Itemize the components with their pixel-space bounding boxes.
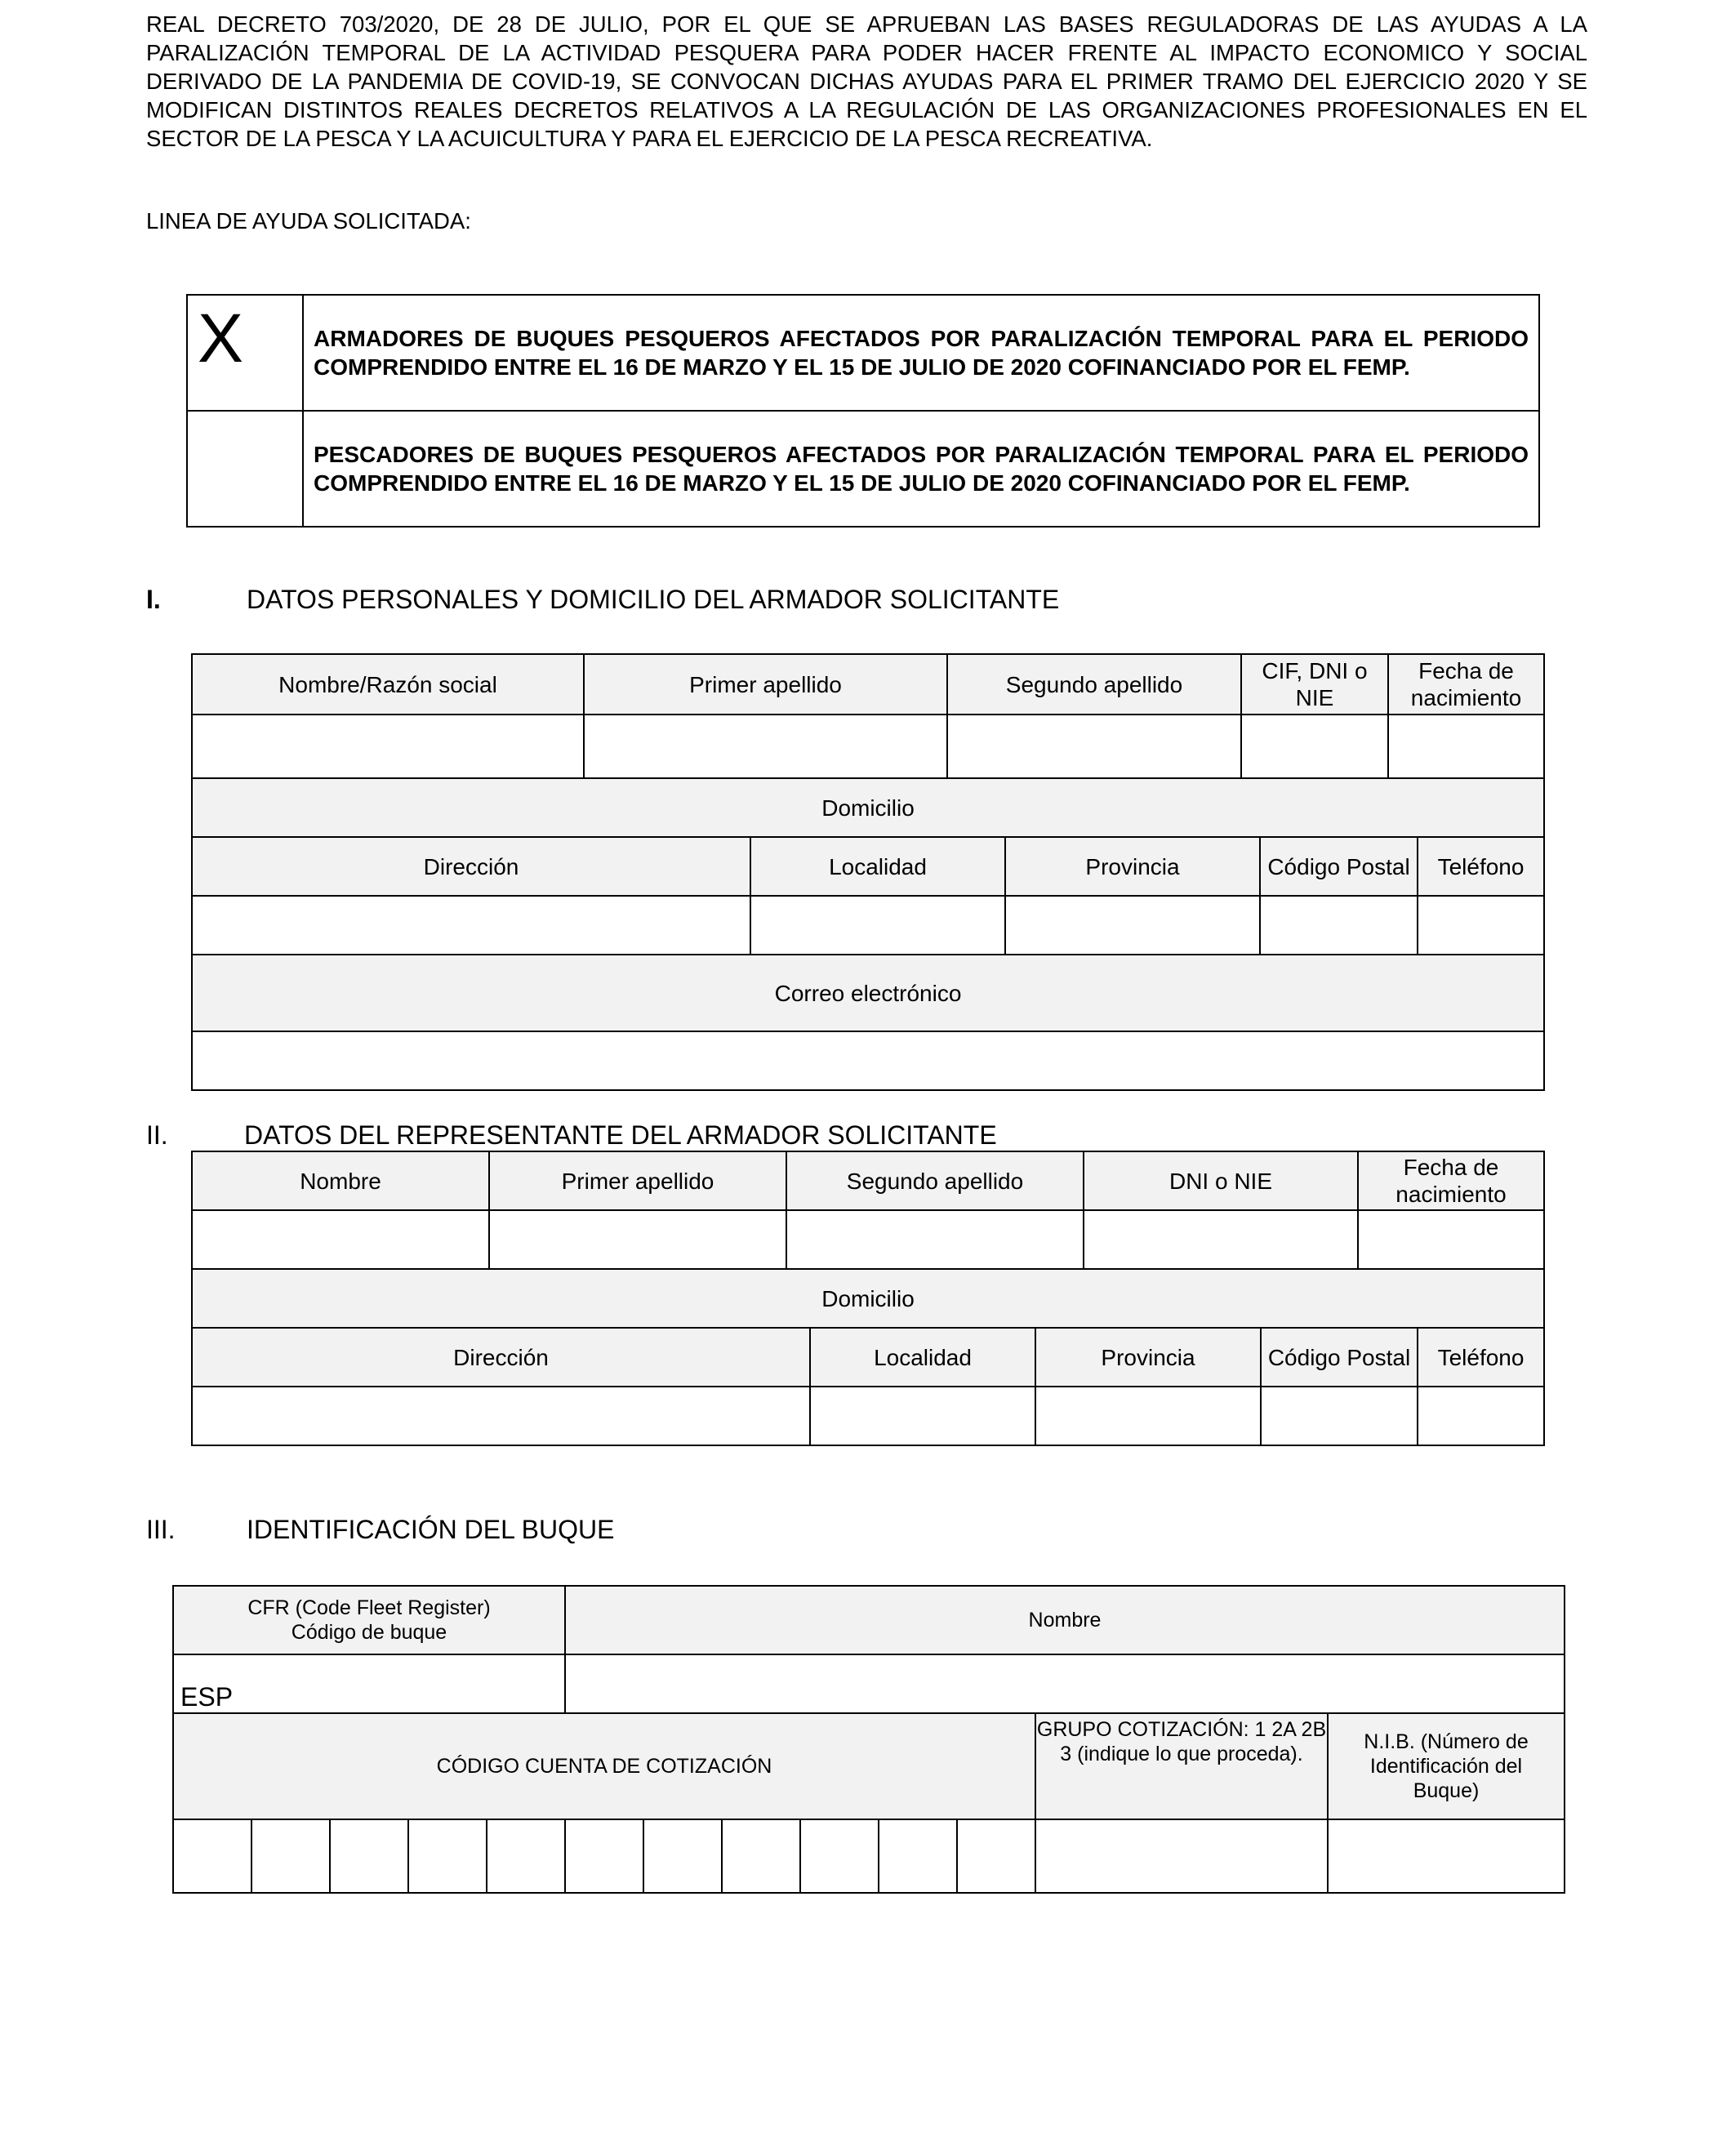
field-nombre[interactable]: [192, 715, 584, 778]
vessel-name-header: Nombre: [565, 1586, 1565, 1654]
cfr-header: CFR (Code Fleet Register) Código de buque: [173, 1586, 565, 1654]
cuenta-digit-box[interactable]: [800, 1819, 879, 1893]
field-grupo-cotizacion[interactable]: [1035, 1819, 1328, 1893]
field-dni-nie[interactable]: [1084, 1210, 1358, 1269]
header-dni-nie: DNI o NIE: [1084, 1151, 1358, 1210]
field-telefono[interactable]: [1418, 1387, 1544, 1445]
aid-line-options: [186, 294, 1540, 528]
cuenta-digit-box[interactable]: [487, 1819, 565, 1893]
x-mark: X: [198, 300, 244, 376]
cuenta-digit-box[interactable]: [565, 1819, 643, 1893]
section-2-title: DATOS DEL REPRESENTANTE DEL ARMADOR SOLICITANTE: [244, 1120, 997, 1150]
representative-address-table: [191, 1268, 1545, 1446]
header-direccion: Dirección: [192, 837, 750, 896]
field-email[interactable]: [192, 1031, 1544, 1090]
field-telefono[interactable]: [1418, 896, 1544, 955]
section-1-number: I.: [146, 585, 161, 614]
header-fecha-nacimiento: Fecha de nacimiento: [1358, 1151, 1544, 1210]
header-direccion: Dirección: [192, 1328, 810, 1387]
header-cif-dni-nie: CIF, DNI o NIE: [1241, 654, 1388, 715]
applicant-address-table: [191, 777, 1545, 1091]
domicilio-header: Domicilio: [192, 1269, 1544, 1328]
field-fecha-nacimiento[interactable]: [1388, 715, 1544, 778]
field-codigo-postal[interactable]: [1260, 896, 1418, 955]
header-telefono: Teléfono: [1418, 837, 1544, 896]
header-fecha-nacimiento: Fecha de nacimiento: [1388, 654, 1544, 715]
cuenta-digit-box[interactable]: [173, 1819, 251, 1893]
field-provincia[interactable]: [1005, 896, 1260, 955]
cuenta-digit-box[interactable]: [330, 1819, 408, 1893]
aid-line-label: LINEA DE AYUDA SOLICITADA:: [146, 208, 471, 234]
header-codigo-postal: Código Postal: [1261, 1328, 1418, 1387]
cuenta-digit-box[interactable]: [408, 1819, 487, 1893]
cuenta-digit-box[interactable]: [957, 1819, 1035, 1893]
option-pescadores-checkbox[interactable]: [187, 411, 303, 527]
section-3-title: IDENTIFICACIÓN DEL BUQUE: [247, 1515, 615, 1544]
field-nombre[interactable]: [192, 1210, 489, 1269]
representative-personal-table: [191, 1151, 1545, 1270]
header-provincia: Provincia: [1005, 837, 1260, 896]
header-localidad: Localidad: [810, 1328, 1035, 1387]
cfr-prefix: ESP: [180, 1682, 234, 1712]
field-vessel-name[interactable]: [565, 1654, 1565, 1713]
contribution-table: [172, 1712, 1565, 1894]
cuenta-digit-box[interactable]: [722, 1819, 800, 1893]
cuenta-digit-box[interactable]: [879, 1819, 957, 1893]
header-primer-apellido: Primer apellido: [489, 1151, 786, 1210]
field-provincia[interactable]: [1035, 1387, 1261, 1445]
field-segundo-apellido[interactable]: [947, 715, 1241, 778]
vessel-identification-table: [172, 1585, 1565, 1714]
option-armadores-label: ARMADORES DE BUQUES PESQUEROS AFECTADOS POR PARALIZACIÓN TEMPORAL PARA EL PERIODO COMPRENDIDO ENTRE EL 16 DE MARZO Y EL 15 DE JULIO DE 2020 COFINANCIADO POR EL FEMP.: [303, 295, 1539, 411]
cuenta-cotizacion-header: CÓDIGO CUENTA DE COTIZACIÓN: [173, 1713, 1035, 1819]
grupo-cotizacion-header: GRUPO COTIZACIÓN: 1 2A 2B 3 (indique lo que proceda).: [1035, 1713, 1328, 1819]
field-fecha-nacimiento[interactable]: [1358, 1210, 1544, 1269]
field-direccion[interactable]: [192, 1387, 810, 1445]
header-codigo-postal: Código Postal: [1260, 837, 1418, 896]
header-nombre: Nombre: [192, 1151, 489, 1210]
header-segundo-apellido: Segundo apellido: [947, 654, 1241, 715]
field-nib[interactable]: [1328, 1819, 1565, 1893]
option-armadores-checkbox[interactable]: [187, 295, 303, 411]
field-localidad[interactable]: [750, 896, 1005, 955]
header-telefono: Teléfono: [1418, 1328, 1544, 1387]
field-cfr[interactable]: [173, 1654, 565, 1713]
field-cif-dni-nie[interactable]: [1241, 715, 1388, 778]
applicant-personal-table: [191, 653, 1545, 779]
header-provincia: Provincia: [1035, 1328, 1261, 1387]
cuenta-digit-box[interactable]: [251, 1819, 330, 1893]
field-segundo-apellido[interactable]: [786, 1210, 1084, 1269]
domicilio-header: Domicilio: [192, 778, 1544, 837]
decree-title: REAL DECRETO 703/2020, DE 28 DE JULIO, POR EL QUE SE APRUEBAN LAS BASES REGULADORAS DE LAS AYUDAS A LA PARALIZACIÓN TEMPORAL DE LA ACTIVIDAD PESQUERA PARA PODER HACER FRENTE AL IMPACTO ECONOMICO Y SOCIAL DERIVADO DE LA PANDEMIA DE COVID-19, SE CONVOCAN DICHAS AYUDAS PARA EL PRIMER TRAMO DEL EJERCICIO 2020 Y SE MODIFICAN DISTINTOS REALES DECRETOS RELATIVOS A LA REGULACIÓN DE LAS ORGANIZACIONES PROFESIONALES EN EL SECTOR DE LA PESCA Y LA ACUICULTURA Y PARA EL EJERCICIO DE LA PESCA RECREATIVA.: [146, 11, 1587, 151]
section-1-title: DATOS PERSONALES Y DOMICILIO DEL ARMADOR SOLICITANTE: [247, 585, 1060, 614]
field-localidad[interactable]: [810, 1387, 1035, 1445]
header-primer-apellido: Primer apellido: [584, 654, 947, 715]
option-pescadores-label: PESCADORES DE BUQUES PESQUEROS AFECTADOS POR PARALIZACIÓN TEMPORAL PARA EL PERIODO COMPRENDIDO ENTRE EL 16 DE MARZO Y EL 15 DE JULIO DE 2020 COFINANCIADO POR EL FEMP.: [303, 411, 1539, 527]
cuenta-digit-box[interactable]: [643, 1819, 722, 1893]
header-nombre: Nombre/Razón social: [192, 654, 584, 715]
header-segundo-apellido: Segundo apellido: [786, 1151, 1084, 1210]
email-header: Correo electrónico: [192, 955, 1544, 1031]
section-2-number: II.: [146, 1120, 168, 1150]
nib-header: N.I.B. (Número de Identificación del Buque): [1328, 1713, 1565, 1819]
field-primer-apellido[interactable]: [584, 715, 947, 778]
header-localidad: Localidad: [750, 837, 1005, 896]
section-3-number: III.: [146, 1515, 176, 1544]
field-primer-apellido[interactable]: [489, 1210, 786, 1269]
field-direccion[interactable]: [192, 896, 750, 955]
field-codigo-postal[interactable]: [1261, 1387, 1418, 1445]
